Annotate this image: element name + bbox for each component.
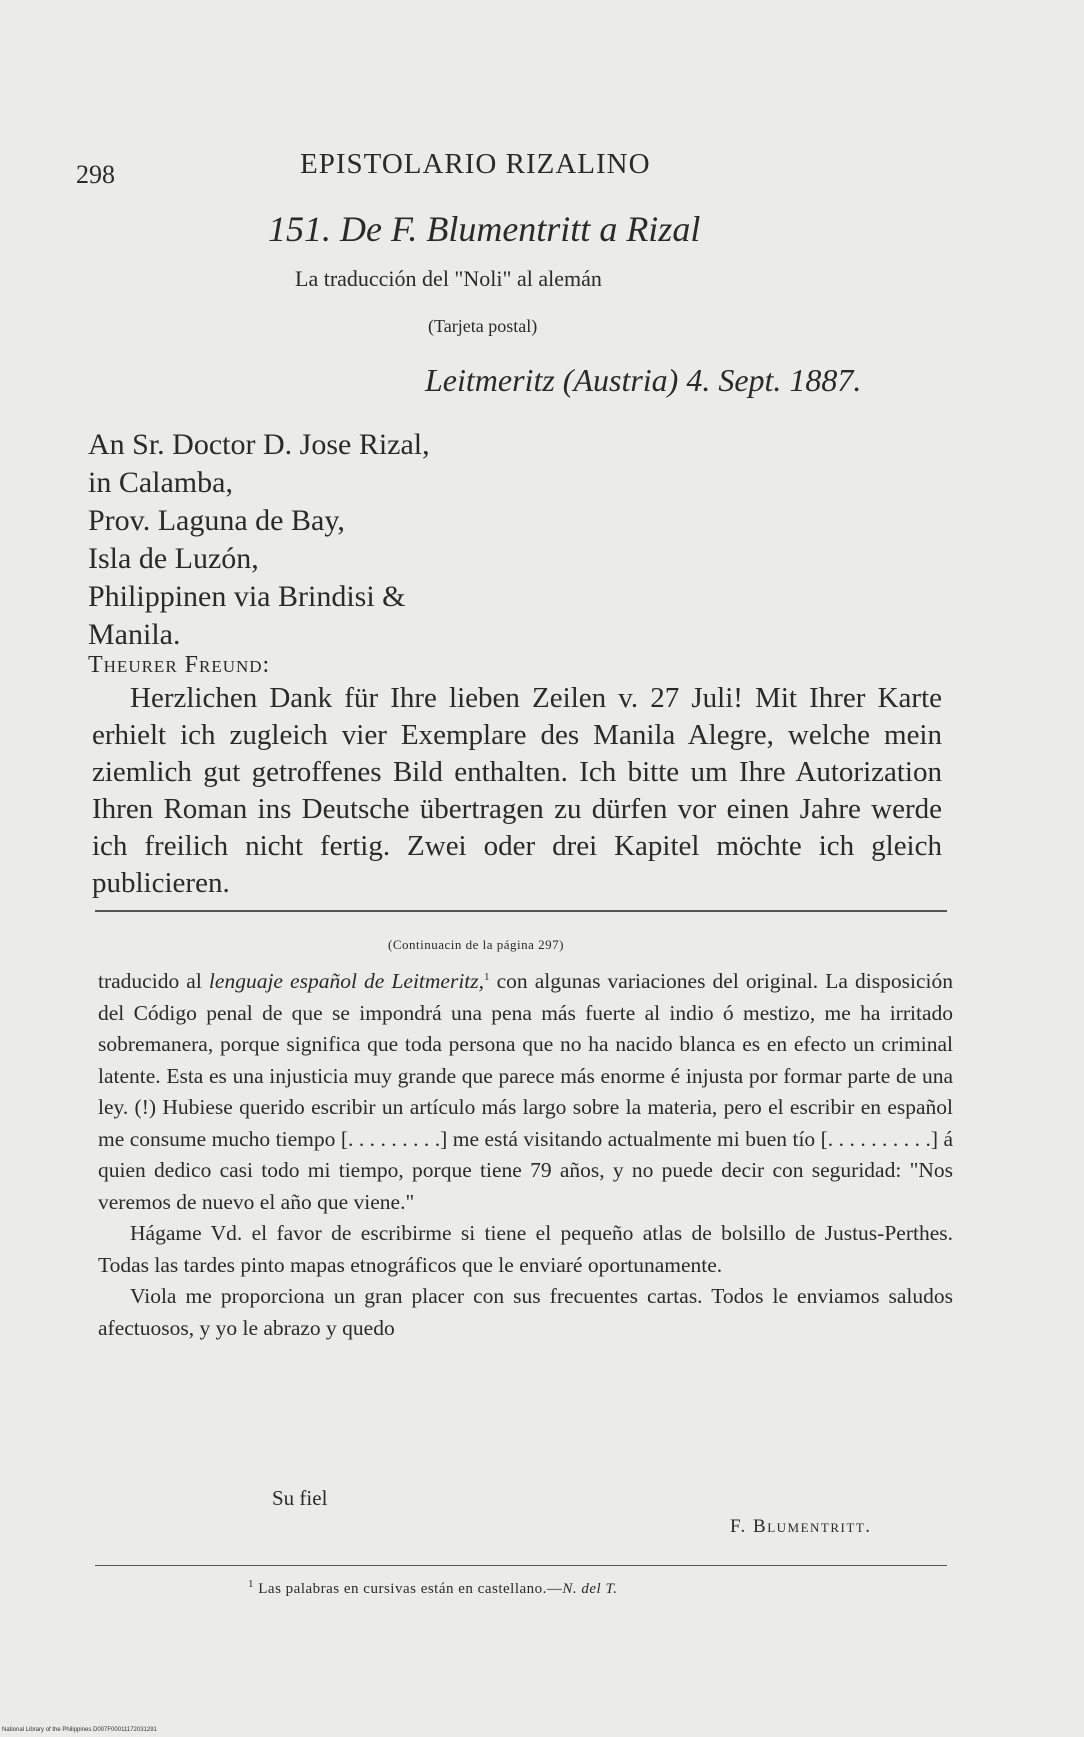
letter-title: 151. De F. Blumentritt a Rizal bbox=[268, 209, 701, 249]
address-block bbox=[88, 426, 430, 654]
address-line: Manila. bbox=[88, 618, 181, 651]
address-line: in Calamba, bbox=[88, 466, 233, 499]
footnote-marker: 1 bbox=[248, 1578, 254, 1590]
page-number: 298 bbox=[76, 160, 115, 189]
body-paragraph bbox=[98, 962, 953, 1218]
address-line: An Sr. Doctor D. Jose Rizal, bbox=[88, 428, 430, 461]
footnote-rule bbox=[95, 1565, 947, 1566]
footnote-marker: 1 bbox=[484, 971, 490, 983]
body-text: traducido al bbox=[98, 969, 209, 994]
address-line: Prov. Laguna de Bay, bbox=[88, 504, 345, 537]
letter-paragraph: Herzlichen Dank für Ihre lieben Zeilen v. 27 Juli! Mit Ihrer Karte erhielt ich zugleich vier Exemplare des Manila Alegre, welche mein ziemlich gut getroffenes Bild enthalten. Ich bitte um Ihre Autorization Ihren Roman ins Deutsche übertragen zu dürfen vor einen Jahre werde ich freilich nicht fertig. Zwei oder drei Kapitel möchte ich gleich publicieren. bbox=[92, 682, 942, 899]
address-line: Isla de Luzón, bbox=[88, 542, 259, 575]
footer-credit: National Library of the Philippines D007F00011172031291 bbox=[2, 1727, 157, 1733]
postal-note: (Tarjeta postal) bbox=[428, 316, 538, 336]
section-rule bbox=[95, 910, 947, 912]
translation-body bbox=[98, 962, 953, 1344]
body-paragraph: Viola me proporciona un gran placer con sus frecuentes cartas. Todos le enviamos saludos afectuosos, y yo le abrazo y quedo bbox=[98, 1284, 953, 1340]
greeting: Theurer Freund: bbox=[88, 652, 271, 678]
address-line: Philippinen via Brindisi & bbox=[88, 580, 406, 613]
footnote bbox=[248, 1578, 617, 1598]
footnote-italic: N. del T. bbox=[562, 1581, 618, 1597]
dateline: Leitmeritz (Austria) 4. Sept. 1887. bbox=[425, 362, 862, 398]
body-text: con algunas variaciones del original. La disposición del Código penal de que se impondrá una pena más fuerte al indio ó mestizo, me ha irritado sobremanera, porque significa que toda persona que no ha nacido blanca es en efecto un criminal latente. Esta es una injusticia muy grande que parece más enorme é injusta por formar parte de una ley. (!) Hubiese querido escribir un artículo más largo sobre la materia, pero el escribir en español me consume mucho tiempo [. . . . . . . . .] me está visitando actualmente mi buen tío [. . . . . . . . . .] á quien dedico casi todo mi tiempo, porque tiene 79 años, y no puede decir con seguridad: "Nos veremos de nuevo el año que viene." bbox=[98, 969, 953, 1214]
letter-subtitle: La traducción del "Noli" al alemán bbox=[295, 266, 602, 291]
italic-phrase: lenguaje español de Leitmeritz, bbox=[208, 969, 485, 994]
continuation-note: (Continuacin de la página 297) bbox=[388, 937, 565, 952]
signature: F. Blumentritt. bbox=[730, 1516, 872, 1537]
closing: Su fiel bbox=[272, 1486, 328, 1510]
footnote-text: Las palabras en cursivas están en castellano.— bbox=[258, 1581, 563, 1597]
running-head: EPISTOLARIO RIZALINO bbox=[300, 148, 651, 180]
body-paragraph: Hágame Vd. el favor de escribirme si tiene el pequeño atlas de bolsillo de Justus-Perthes. Todas las tardes pinto mapas etnográficos que le enviaré oportunamente. bbox=[98, 1221, 953, 1277]
